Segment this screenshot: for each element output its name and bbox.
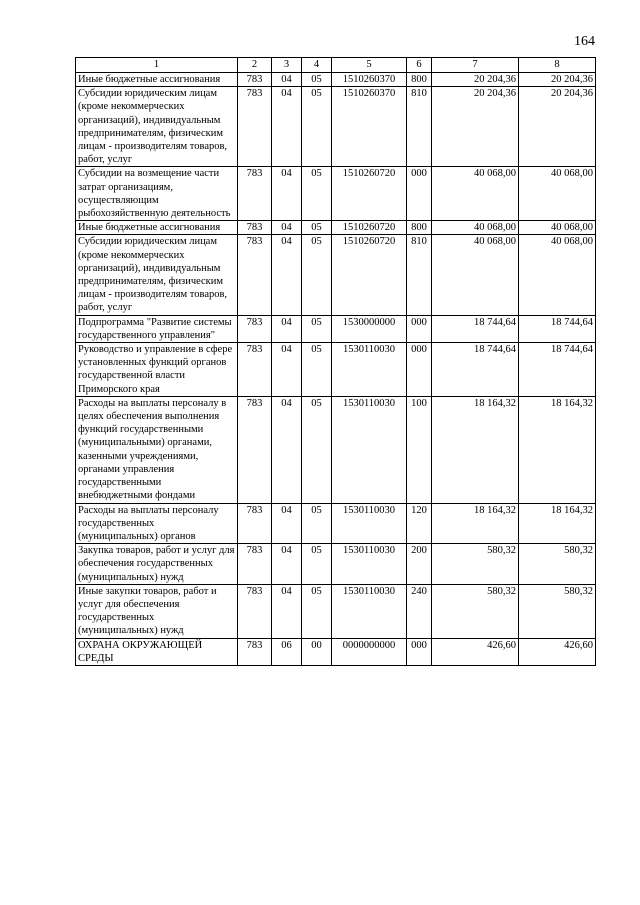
row-code-6-cell: 800 xyxy=(407,221,432,235)
table-row xyxy=(76,221,596,235)
row-code-2-cell: 783 xyxy=(238,584,272,638)
row-amount-7-cell: 18 164,32 xyxy=(432,396,519,503)
row-amount-8-cell: 426,60 xyxy=(519,638,596,665)
row-code-4-cell: 05 xyxy=(302,503,332,544)
row-code-2-cell: 783 xyxy=(238,503,272,544)
row-code-6-cell: 800 xyxy=(407,73,432,87)
table-row xyxy=(76,87,596,167)
column-header: 7 xyxy=(432,58,519,73)
table-row xyxy=(76,343,596,397)
row-name-cell: Подпрограмма "Развитие системы государственного управления" xyxy=(76,315,238,342)
row-code-2-cell: 783 xyxy=(238,167,272,221)
table-row xyxy=(76,396,596,503)
row-amount-8-cell: 40 068,00 xyxy=(519,221,596,235)
row-code-2-cell: 783 xyxy=(238,343,272,397)
row-code-2-cell: 783 xyxy=(238,315,272,342)
column-header: 3 xyxy=(272,58,302,73)
row-amount-8-cell: 40 068,00 xyxy=(519,167,596,221)
row-code-5-cell: 0000000000 xyxy=(332,638,407,665)
row-code-3-cell: 04 xyxy=(272,544,302,585)
row-amount-7-cell: 426,60 xyxy=(432,638,519,665)
row-code-2-cell: 783 xyxy=(238,73,272,87)
row-name-cell: Субсидии на возмещение части затрат организациям, осуществляющим рыбохозяйственную деятельность xyxy=(76,167,238,221)
row-code-6-cell: 000 xyxy=(407,167,432,221)
row-code-3-cell: 04 xyxy=(272,73,302,87)
table-row xyxy=(76,584,596,638)
row-code-4-cell: 05 xyxy=(302,343,332,397)
row-code-3-cell: 04 xyxy=(272,315,302,342)
row-code-6-cell: 120 xyxy=(407,503,432,544)
row-code-5-cell: 1510260720 xyxy=(332,221,407,235)
row-code-6-cell: 200 xyxy=(407,544,432,585)
row-amount-7-cell: 20 204,36 xyxy=(432,73,519,87)
row-code-2-cell: 783 xyxy=(238,87,272,167)
row-code-5-cell: 1530000000 xyxy=(332,315,407,342)
row-code-4-cell: 05 xyxy=(302,167,332,221)
table-row xyxy=(76,73,596,87)
row-code-4-cell: 05 xyxy=(302,87,332,167)
row-code-3-cell: 04 xyxy=(272,584,302,638)
table-row xyxy=(76,315,596,342)
row-amount-8-cell: 18 164,32 xyxy=(519,503,596,544)
row-code-3-cell: 06 xyxy=(272,638,302,665)
row-code-6-cell: 000 xyxy=(407,638,432,665)
column-header: 2 xyxy=(238,58,272,73)
row-code-4-cell: 00 xyxy=(302,638,332,665)
row-name-cell: Руководство и управление в сфере установленных функций органов государственной власти Приморского края xyxy=(76,343,238,397)
row-code-5-cell: 1530110030 xyxy=(332,503,407,544)
row-code-5-cell: 1530110030 xyxy=(332,544,407,585)
row-code-4-cell: 05 xyxy=(302,396,332,503)
row-code-4-cell: 05 xyxy=(302,544,332,585)
column-header: 5 xyxy=(332,58,407,73)
row-amount-7-cell: 18 164,32 xyxy=(432,503,519,544)
page-number: 164 xyxy=(574,34,595,49)
budget-table xyxy=(75,57,596,666)
row-amount-8-cell: 40 068,00 xyxy=(519,235,596,315)
row-code-4-cell: 05 xyxy=(302,221,332,235)
row-name-cell: Расходы на выплаты персоналу государственных (муниципальных) органов xyxy=(76,503,238,544)
column-header: 8 xyxy=(519,58,596,73)
row-amount-8-cell: 580,32 xyxy=(519,584,596,638)
row-name-cell: Субсидии юридическим лицам (кроме некоммерческих организаций), индивидуальным предпринимателям, физическим лицам - производителям товаров, работ, услуг xyxy=(76,235,238,315)
row-code-5-cell: 1510260370 xyxy=(332,73,407,87)
row-amount-7-cell: 580,32 xyxy=(432,584,519,638)
row-code-3-cell: 04 xyxy=(272,87,302,167)
row-code-4-cell: 05 xyxy=(302,73,332,87)
row-code-6-cell: 000 xyxy=(407,315,432,342)
row-code-5-cell: 1510260720 xyxy=(332,167,407,221)
row-amount-7-cell: 40 068,00 xyxy=(432,167,519,221)
row-amount-8-cell: 18 744,64 xyxy=(519,315,596,342)
row-code-3-cell: 04 xyxy=(272,343,302,397)
row-amount-8-cell: 18 744,64 xyxy=(519,343,596,397)
row-code-5-cell: 1510260370 xyxy=(332,87,407,167)
row-code-3-cell: 04 xyxy=(272,235,302,315)
row-code-5-cell: 1530110030 xyxy=(332,584,407,638)
column-header: 1 xyxy=(76,58,238,73)
row-code-5-cell: 1530110030 xyxy=(332,396,407,503)
row-code-4-cell: 05 xyxy=(302,235,332,315)
row-code-4-cell: 05 xyxy=(302,584,332,638)
row-code-2-cell: 783 xyxy=(238,544,272,585)
row-amount-7-cell: 40 068,00 xyxy=(432,221,519,235)
row-name-cell: Иные закупки товаров, работ и услуг для обеспечения государственных (муниципальных) нужд xyxy=(76,584,238,638)
row-code-2-cell: 783 xyxy=(238,638,272,665)
row-code-5-cell: 1510260720 xyxy=(332,235,407,315)
row-code-5-cell: 1530110030 xyxy=(332,343,407,397)
table-row xyxy=(76,235,596,315)
row-code-2-cell: 783 xyxy=(238,396,272,503)
table-row xyxy=(76,638,596,665)
row-code-6-cell: 240 xyxy=(407,584,432,638)
row-amount-7-cell: 20 204,36 xyxy=(432,87,519,167)
row-name-cell: Иные бюджетные ассигнования xyxy=(76,221,238,235)
row-name-cell: Иные бюджетные ассигнования xyxy=(76,73,238,87)
row-amount-7-cell: 40 068,00 xyxy=(432,235,519,315)
row-code-4-cell: 05 xyxy=(302,315,332,342)
row-amount-7-cell: 18 744,64 xyxy=(432,343,519,397)
row-code-2-cell: 783 xyxy=(238,235,272,315)
row-code-6-cell: 810 xyxy=(407,87,432,167)
row-code-6-cell: 810 xyxy=(407,235,432,315)
row-amount-7-cell: 18 744,64 xyxy=(432,315,519,342)
row-name-cell: Закупка товаров, работ и услуг для обеспечения государственных (муниципальных) нужд xyxy=(76,544,238,585)
row-amount-8-cell: 20 204,36 xyxy=(519,87,596,167)
row-code-3-cell: 04 xyxy=(272,503,302,544)
table-header-row xyxy=(76,58,596,73)
row-amount-8-cell: 580,32 xyxy=(519,544,596,585)
row-amount-7-cell: 580,32 xyxy=(432,544,519,585)
column-header: 4 xyxy=(302,58,332,73)
column-header: 6 xyxy=(407,58,432,73)
row-code-3-cell: 04 xyxy=(272,221,302,235)
row-code-6-cell: 100 xyxy=(407,396,432,503)
table-row xyxy=(76,167,596,221)
table-row xyxy=(76,544,596,585)
row-name-cell: Расходы на выплаты персоналу в целях обеспечения выполнения функций государственными (муниципальными) органами, казенными учреждениями, органами управления государственными внебюджетными фондами xyxy=(76,396,238,503)
row-amount-8-cell: 20 204,36 xyxy=(519,73,596,87)
row-code-2-cell: 783 xyxy=(238,221,272,235)
row-name-cell: ОХРАНА ОКРУЖАЮЩЕЙ СРЕДЫ xyxy=(76,638,238,665)
row-code-3-cell: 04 xyxy=(272,167,302,221)
table-row xyxy=(76,503,596,544)
row-name-cell: Субсидии юридическим лицам (кроме некоммерческих организаций), индивидуальным предпринимателям, физическим лицам - производителям товаров, работ, услуг xyxy=(76,87,238,167)
row-code-3-cell: 04 xyxy=(272,396,302,503)
row-code-6-cell: 000 xyxy=(407,343,432,397)
row-amount-8-cell: 18 164,32 xyxy=(519,396,596,503)
